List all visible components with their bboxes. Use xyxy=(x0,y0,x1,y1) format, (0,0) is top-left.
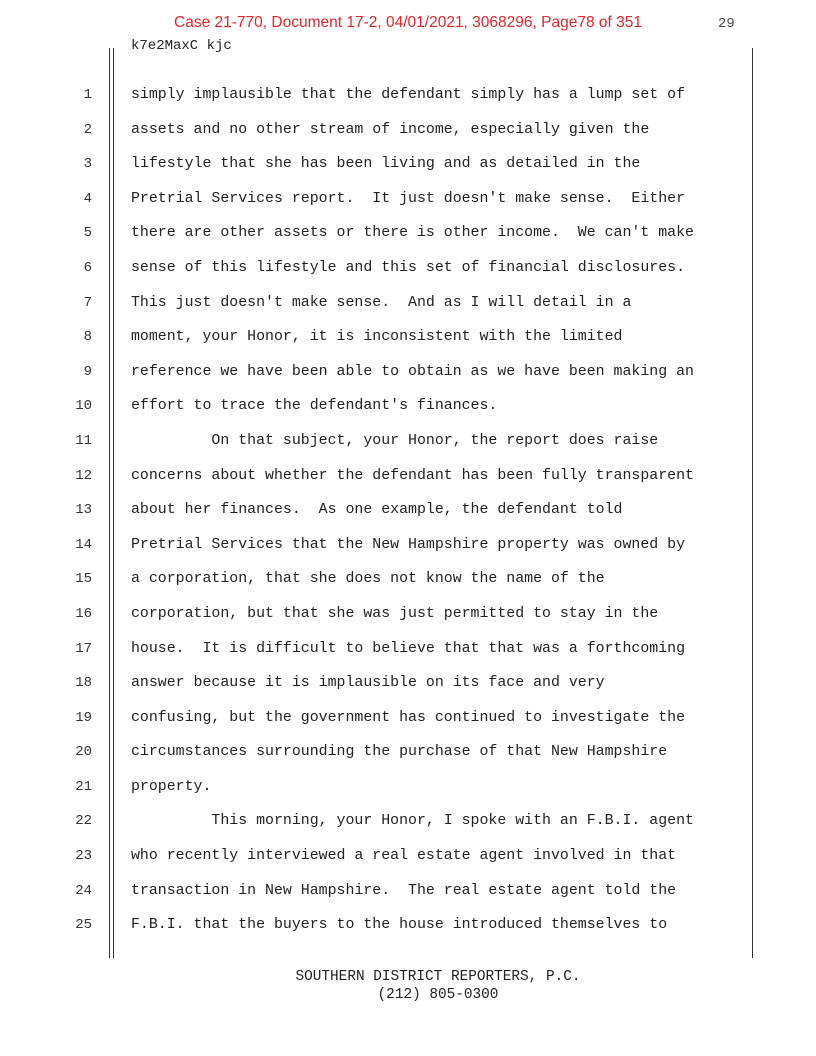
transcript-line: corporation, but that she was just permitted to stay in the xyxy=(131,605,659,622)
case-stamp: Case 21-770, Document 17-2, 04/01/2021, 3068296, Page78 of 351 xyxy=(174,14,642,31)
transcript-line: This morning, your Honor, I spoke with an F.B.I. agent xyxy=(131,813,694,830)
left-margin-rule-outer xyxy=(109,48,110,958)
line-number: 23 xyxy=(75,848,92,865)
transcript-line: simply implausible that the defendant simply has a lump set of xyxy=(131,87,686,103)
line-number: 3 xyxy=(83,156,92,173)
line-number: 6 xyxy=(83,259,92,276)
transcript-line: property. xyxy=(131,778,212,795)
line-number: 20 xyxy=(75,744,92,761)
transcript-line: transaction in New Hampshire. The real estate agent told the xyxy=(131,882,677,899)
transcript-line: effort to trace the defendant's finances. xyxy=(131,398,498,415)
line-number: 21 xyxy=(75,778,92,795)
transcript-line: sense of this lifestyle and this set of financial disclosures. xyxy=(131,259,686,276)
transcript-line: who recently interviewed a real estate agent involved in that xyxy=(131,848,677,865)
line-number: 7 xyxy=(83,294,92,311)
transcript-line: Pretrial Services report. It just doesn't make sense. Either xyxy=(131,190,686,207)
line-number: 1 xyxy=(83,87,92,103)
line-number: 14 xyxy=(75,536,92,553)
transcript-line: moment, your Honor, it is inconsistent with the limited xyxy=(131,329,623,346)
line-number: 24 xyxy=(75,882,92,899)
transcript-line: confusing, but the government has continued to investigate the xyxy=(131,709,686,726)
line-number: 19 xyxy=(75,709,92,726)
line-number: 10 xyxy=(75,398,92,415)
transcript-line: reference we have been able to obtain as we have been making an xyxy=(131,363,694,380)
line-number: 12 xyxy=(75,467,92,484)
transcript-line: there are other assets or there is other income. We can't make xyxy=(131,225,694,242)
line-number: 4 xyxy=(83,190,92,207)
transcript-line: Pretrial Services that the New Hampshire property was owned by xyxy=(131,536,686,553)
transcript-line: On that subject, your Honor, the report does raise xyxy=(131,432,659,449)
line-number: 25 xyxy=(75,917,92,934)
transcript-line: a corporation, that she does not know the name of the xyxy=(131,571,605,588)
footer xyxy=(0,968,816,1004)
transcript-line: This just doesn't make sense. And as I will detail in a xyxy=(131,294,632,311)
transcript-line: assets and no other stream of income, especially given the xyxy=(131,121,650,138)
line-number-column xyxy=(60,78,92,943)
transcript-line: lifestyle that she has been living and as detailed in the xyxy=(131,156,641,173)
line-number: 5 xyxy=(83,225,92,242)
line-number: 17 xyxy=(75,640,92,657)
transcript-line: house. It is difficult to believe that that was a forthcoming xyxy=(131,640,686,657)
line-number: 15 xyxy=(75,571,92,588)
line-number: 13 xyxy=(75,502,92,519)
footer-reporter: SOUTHERN DISTRICT REPORTERS, P.C. xyxy=(295,969,581,985)
line-number: 22 xyxy=(75,813,92,830)
running-head: k7e2MaxC kjc xyxy=(131,38,232,54)
transcript-line: answer because it is implausible on its face and very xyxy=(131,675,605,692)
right-margin-rule xyxy=(752,48,753,958)
transcript-line: circumstances surrounding the purchase of that New Hampshire xyxy=(131,744,668,761)
transcript-body xyxy=(131,78,751,943)
left-margin-rule-inner xyxy=(113,48,114,958)
line-number: 8 xyxy=(83,329,92,346)
line-number: 9 xyxy=(83,363,92,380)
footer-phone: (212) 805-0300 xyxy=(377,987,499,1003)
line-number: 2 xyxy=(83,121,92,138)
page-number: 29 xyxy=(718,16,735,32)
line-number: 16 xyxy=(75,605,92,622)
transcript-line: F.B.I. that the buyers to the house introduced themselves to xyxy=(131,917,668,934)
line-number: 11 xyxy=(75,432,92,449)
transcript-line: about her finances. As one example, the defendant told xyxy=(131,502,623,519)
line-number: 18 xyxy=(75,675,92,692)
transcript-line: concerns about whether the defendant has been fully transparent xyxy=(131,467,694,484)
